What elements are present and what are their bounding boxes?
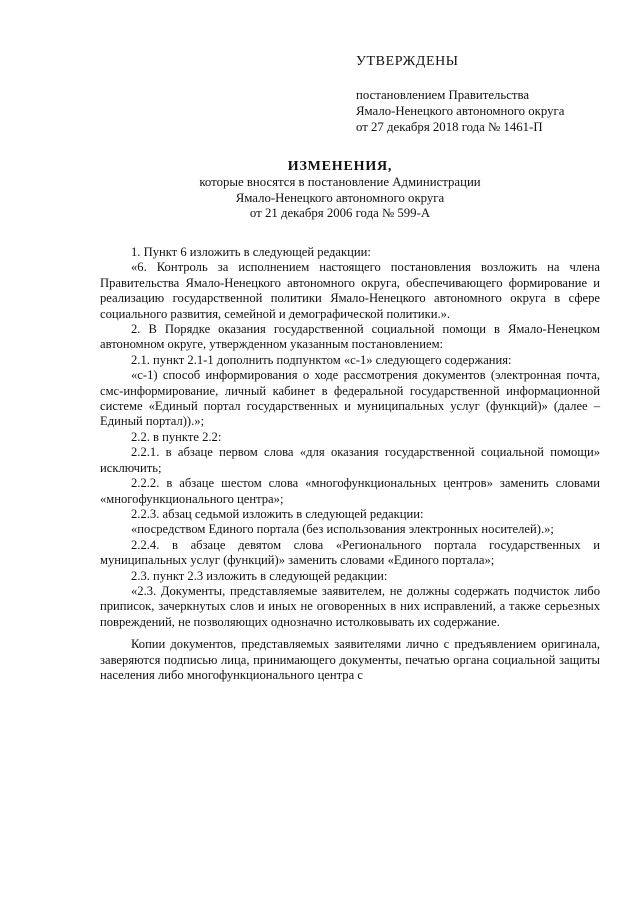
paragraph: 2.2.2. в абзаце шестом слова «многофункциональных центров» заменить словами «многофункционального центра»; bbox=[100, 476, 600, 506]
approval-line: от 27 декабря 2018 года № 1461-П bbox=[356, 120, 543, 134]
document-title bbox=[120, 158, 560, 222]
approved-heading: УТВЕРЖДЕНЫ bbox=[356, 54, 459, 69]
paragraph: 2.3. пункт 2.3 изложить в следующей редакции: bbox=[131, 568, 388, 583]
approval-reference bbox=[356, 87, 616, 135]
document-body bbox=[100, 245, 600, 683]
approval-line: постановлением Правительства bbox=[356, 88, 530, 102]
title-line: от 21 декабря 2006 года № 599-А bbox=[249, 206, 431, 220]
paragraph: 2.2.3. абзац седьмой изложить в следующей редакции: bbox=[131, 506, 424, 521]
paragraph: 2.2.1. в абзаце первом слова «для оказания государственной социальной помощи» исключить; bbox=[100, 445, 600, 475]
paragraph: «2.3. Документы, представляемые заявителем, не должны содержать подчисток либо приписок, зачеркнутых слов и иных не оговоренных в них исправлений, а также серьезных повреждений, не позволяющих однозначно истолковывать их содержание. bbox=[100, 583, 600, 629]
title-line: которые вносятся в постановление Администрации bbox=[199, 175, 481, 189]
title-main: ИЗМЕНЕНИЯ, bbox=[287, 159, 393, 174]
paragraph: Копии документов, представляемых заявителями лично с предъявлением оригинала, заверяются подписью лица, принимающего документы, печатью органа социальной защиты населения либо многофункционального центра с bbox=[100, 637, 600, 682]
paragraph: 2. В Порядке оказания государственной социальной помощи в Ямало-Ненецком автономном округе, утвержденном указанным постановлением: bbox=[100, 322, 600, 352]
paragraph: «6. Контроль за исполнением настоящего постановления возложить на члена Правительства Ямало-Ненецкого автономного округа, обеспечивающего формирование и реализацию государственной политики Ямало-Ненецкого автономного округа в сфере социального развития, семейной и демографической политики.». bbox=[100, 260, 600, 321]
approval-line: Ямало-Ненецкого автономного округа bbox=[356, 104, 565, 118]
title-line: Ямало-Ненецкого автономного округа bbox=[235, 190, 445, 205]
paragraph: 2.2.4. в абзаце девятом слова «Регионального портала государственных и муниципальных услуг (функций)» заменить словами «Единого портала»; bbox=[100, 537, 600, 568]
paragraph: «с-1) способ информирования о ходе рассмотрения документов (электронная почта, смс-информирование, личный кабинет в федеральной государственной информационной системе «Единый портал государственных и муниципальных услуг (функций)» (далее – Единый портал)).»; bbox=[100, 368, 600, 429]
paragraph: 2.2. в пункте 2.2: bbox=[131, 429, 222, 444]
paragraph: «посредством Единого портала (без использования электронных носителей).»; bbox=[131, 522, 554, 537]
paragraph: 1. Пункт 6 изложить в следующей редакции: bbox=[131, 245, 371, 259]
paragraph: 2.1. пункт 2.1-1 дополнить подпунктом «с-1» следующего содержания: bbox=[131, 352, 512, 367]
